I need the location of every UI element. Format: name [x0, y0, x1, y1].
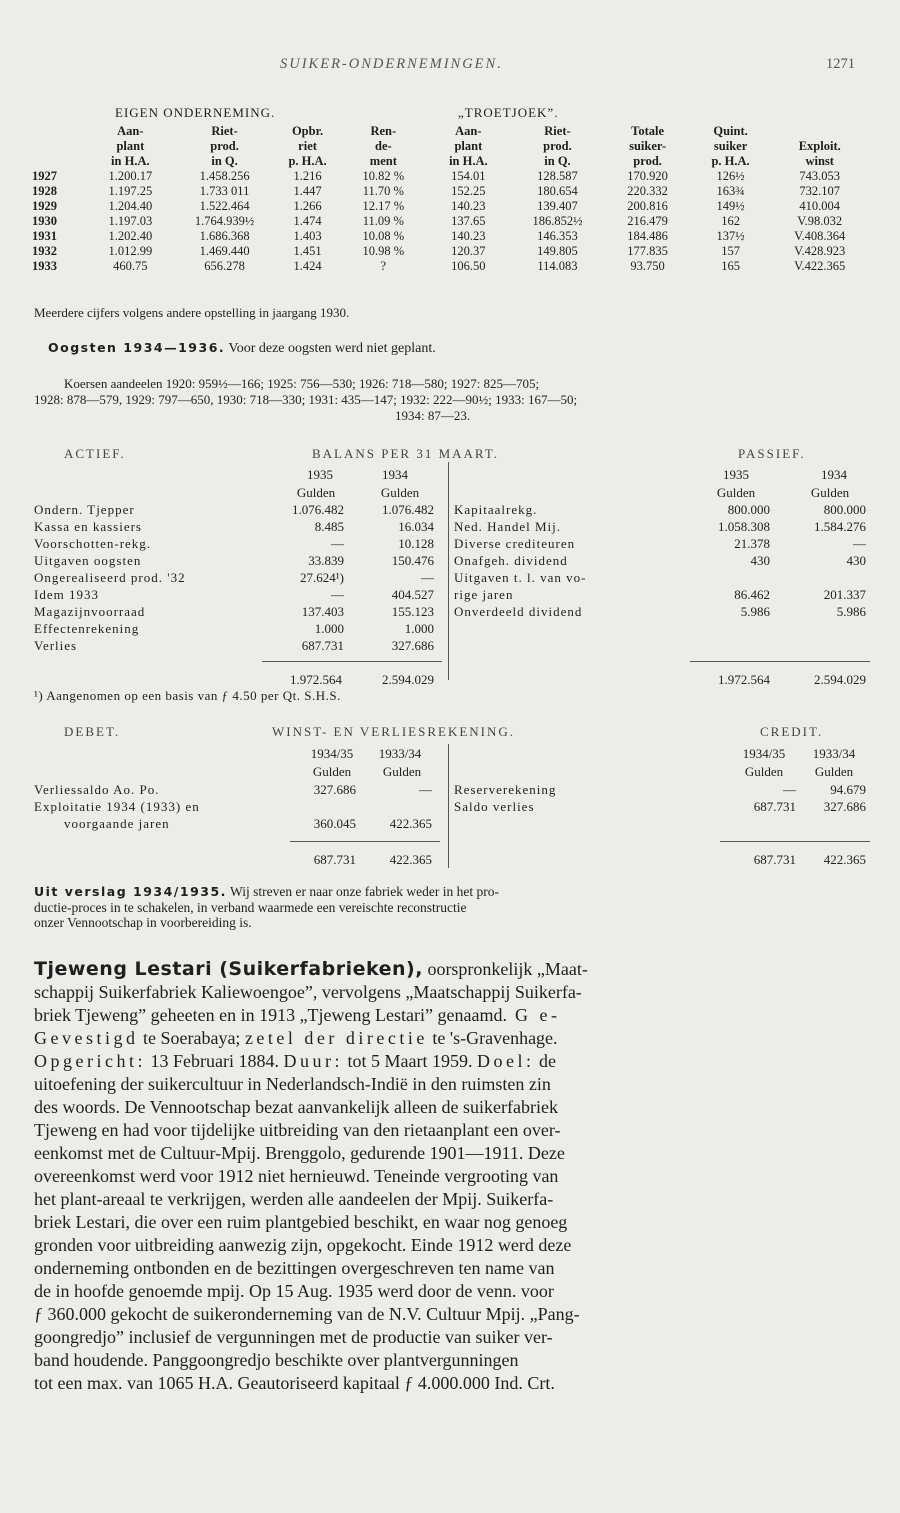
- balans-left-total-1934: 2.594.029: [382, 672, 434, 687]
- production-cell: 146.353: [537, 229, 578, 243]
- production-cell: V.98.032: [797, 214, 843, 228]
- balans-passief-item: Diverse crediteuren: [454, 536, 576, 551]
- production-header-cell: plant: [116, 139, 145, 153]
- gevestigd-text: te Soerabaya;: [138, 1028, 245, 1048]
- production-header-cell: p. H.A.: [711, 154, 750, 168]
- production-row: [32, 184, 872, 199]
- balans-divider: [448, 462, 449, 680]
- tjeweng-line: Tjeweng en had voor tijdelijke uitbreiding van den rietaanplant een over-: [34, 1120, 561, 1140]
- production-header-cell: p. H.A.: [288, 154, 327, 168]
- winst-debet-b: —: [419, 782, 432, 797]
- balans-passief-1935: 800.000: [727, 502, 770, 517]
- production-cell: 126½: [716, 169, 745, 183]
- production-cell: 11.70 %: [362, 184, 404, 198]
- production-cell: 1.200.17: [108, 169, 153, 183]
- verslag-line-1: Wij streven er naar onze fabriek weder in het pro-: [226, 884, 499, 899]
- production-cell: 1.216: [293, 169, 322, 183]
- production-cell: 157: [721, 244, 740, 258]
- balans-passief-label: PASSIEF.: [738, 446, 806, 461]
- production-header-cell: [32, 154, 83, 169]
- production-cell: 743.053: [799, 169, 841, 183]
- production-cell: 149.805: [537, 244, 578, 258]
- tjeweng-paragraph: [34, 958, 867, 1395]
- balans-actief-item: Voorschotten-rekg.: [34, 536, 152, 551]
- opgericht-label: Opgericht:: [34, 1051, 146, 1071]
- production-cell: 1.266: [293, 199, 322, 213]
- winst-credit-a: 687.731: [753, 799, 796, 814]
- balans-actief-1934: 155.123: [391, 604, 434, 619]
- production-header-cell: in H.A.: [111, 154, 150, 168]
- balans-year-right-1934: 1934: [821, 467, 847, 482]
- balans-actief-1934: —: [421, 570, 434, 585]
- balans-currency-left-2: Gulden: [380, 485, 420, 500]
- balans-passief-1934: —: [853, 536, 866, 551]
- oogsten-line: [48, 340, 436, 357]
- duur-text: tot 5 Maart 1959.: [342, 1051, 477, 1071]
- balans-passief-1934: 430: [846, 553, 866, 568]
- production-cell: 152.25: [451, 184, 486, 198]
- tjeweng-line-0: oorspronkelijk „Maat-: [422, 959, 588, 979]
- production-year: 1927: [32, 169, 57, 183]
- production-cell: 137½: [716, 229, 745, 243]
- balans-actief-item: Uitgaven oogsten: [34, 553, 142, 568]
- production-cell: 1.451: [293, 244, 322, 258]
- balans-left-total-1935: 1.972.564: [290, 672, 342, 687]
- production-cell: 128.587: [537, 169, 578, 183]
- production-header-cell: Ren-: [370, 124, 397, 138]
- production-cell: 1.733 011: [199, 184, 250, 198]
- winst-year-left-a: 1934/35: [310, 746, 354, 761]
- winst-currency-left-1: Gulden: [312, 764, 352, 779]
- winst-credit-item: Reserverekening: [454, 782, 557, 797]
- balans-actief-1934: 1.076.482: [382, 502, 434, 517]
- group-header-eigen: EIGEN ONDERNEMING.: [115, 105, 276, 120]
- production-cell: ?: [380, 259, 387, 273]
- balans-left-total-rule: [262, 661, 442, 662]
- production-cell: 200.816: [627, 199, 668, 213]
- production-cell: 140.23: [451, 229, 486, 243]
- production-cell: 184.486: [627, 229, 668, 243]
- balans-year-left-1935: 1935: [307, 467, 333, 482]
- production-header-cell: Opbr.: [291, 124, 324, 138]
- production-cell: 1.012.99: [108, 244, 153, 258]
- winst-debet-item: voorgaande jaren: [64, 816, 170, 831]
- winst-debet-a: 360.045: [313, 816, 356, 831]
- production-header-cell: de-: [375, 139, 392, 153]
- winst-title: WINST- EN VERLIESREKENING.: [272, 724, 516, 739]
- production-cell: V.408.364: [794, 229, 846, 243]
- tjeweng-g-tail: G e-: [506, 1005, 561, 1025]
- doel-text: de: [534, 1051, 556, 1071]
- production-header-cell: in Q.: [544, 154, 571, 168]
- balans-footnote: ¹) Aangenomen op een basis van ƒ 4.50 per Qt. S.H.S.: [34, 688, 341, 703]
- tjeweng-line-2: briek Tjeweng” geheeten en in 1913 „Tjeweng Lestari” genaamd.: [34, 1005, 507, 1025]
- running-title: SUIKER-ONDERNEMINGEN.: [280, 56, 503, 72]
- winst-left-total-b: 422.365: [389, 852, 432, 867]
- production-row: [32, 169, 872, 184]
- production-cell: 11.09 %: [362, 214, 404, 228]
- balans-passief-item: Kapitaalrekg.: [454, 502, 538, 517]
- production-cell: 154.01: [451, 169, 486, 183]
- winst-debet-item: Verliessaldo Ao. Po.: [34, 782, 160, 797]
- company-name: Tjeweng Lestari (Suikerfabrieken),: [34, 958, 423, 980]
- production-cell: 140.23: [451, 199, 486, 213]
- tjeweng-line: briek Lestari, die over een ruim plantgebied beschikt, en waar nog genoeg: [34, 1212, 568, 1232]
- balans-right-total-1935: 1.972.564: [718, 672, 770, 687]
- winst-credit-b: 327.686: [823, 799, 866, 814]
- production-header-row: [32, 124, 872, 139]
- balans-actief-1935: 137.403: [301, 604, 344, 619]
- zetel-text: te 's-Gravenhage.: [427, 1028, 558, 1048]
- winst-currency-left-2: Gulden: [382, 764, 422, 779]
- balans-right-total-1934: 2.594.029: [814, 672, 866, 687]
- production-year: 1933: [32, 259, 57, 273]
- tjeweng-line: eenkomst met de Cultuur-Mpij. Brenggolo, gedurende 1901—1911. Deze: [34, 1143, 565, 1163]
- production-cell: 10.82 %: [362, 169, 405, 183]
- tjeweng-line: onderneming ontbonden en de bezittingen overgeschreven ten name van: [34, 1258, 555, 1278]
- oogsten-text: Voor deze oogsten werd niet geplant.: [225, 341, 436, 356]
- verslag-label: Uit verslag 1934/1935.: [34, 884, 227, 899]
- production-cell: 149½: [716, 199, 745, 213]
- winst-currency-right-1: Gulden: [744, 764, 784, 779]
- winst-credit-a: —: [783, 782, 796, 797]
- balans-passief-item: rige jaren: [454, 587, 514, 602]
- production-cell: 1.424: [293, 259, 322, 273]
- winst-debet-a: 327.686: [313, 782, 356, 797]
- production-cell: 1.522.464: [199, 199, 250, 213]
- production-header-cell: riet: [298, 139, 317, 153]
- production-cell: 180.654: [537, 184, 578, 198]
- production-cell: 93.750: [630, 259, 665, 273]
- production-header-cell: prod.: [543, 139, 572, 153]
- production-cell: 1.447: [293, 184, 322, 198]
- production-year: 1928: [32, 184, 57, 198]
- winst-credit-label: CREDIT.: [760, 724, 824, 739]
- production-cell: 10.08 %: [362, 229, 405, 243]
- verslag-paragraph: [34, 884, 870, 931]
- production-cell: 1.458.256: [199, 169, 250, 183]
- winst-left-total-a: 687.731: [313, 852, 356, 867]
- koersen-line-2: 1928: 878—579, 1929: 797—650, 1930: 718—330; 1931: 435—147; 1932: 222—90½; 1933: 167—50;: [34, 392, 578, 407]
- production-header-row: [32, 139, 872, 154]
- balans-actief-1934: 327.686: [391, 638, 434, 653]
- production-cell: 137.65: [451, 214, 486, 228]
- balans-actief-1934: 10.128: [398, 536, 434, 551]
- balans-passief-1935: 5.986: [740, 604, 770, 619]
- winst-right-total-a: 687.731: [753, 852, 796, 867]
- production-cell: 732.107: [799, 184, 841, 198]
- winst-year-right-a: 1934/35: [742, 746, 786, 761]
- balans-actief-1935: 1.000: [314, 621, 344, 636]
- production-header-cell: Totale: [631, 124, 665, 138]
- production-cell: 120.37: [451, 244, 486, 258]
- balans-right-total-rule: [690, 661, 870, 662]
- balans-passief-1934: 800.000: [823, 502, 866, 517]
- tjeweng-line: des woords. De Vennootschap bezat aanvankelijk alleen de suikerfabriek: [34, 1097, 558, 1117]
- production-header-cell: suiker: [713, 139, 748, 153]
- balans-actief-1934: 1.000: [404, 621, 434, 636]
- koersen-line-1: Koersen aandeelen 1920: 959½—166; 1925: 756—530; 1926: 718—580; 1927: 825—705;: [64, 376, 540, 391]
- production-header-cell: Aan-: [117, 124, 144, 138]
- balans-year-right-1935: 1935: [723, 467, 749, 482]
- production-cell: 139.407: [537, 199, 578, 213]
- tjeweng-line: uitoefening der suikercultuur in Nederlandsch-Indië in den ruimsten zin: [34, 1074, 551, 1094]
- winst-debet-item: Exploitatie 1934 (1933) en: [34, 799, 200, 814]
- production-cell: 114.083: [537, 259, 578, 273]
- production-cell: 1.469.440: [199, 244, 250, 258]
- balans-actief-item: Ongerealiseerd prod. '32: [34, 570, 186, 585]
- production-footnote: Meerdere cijfers volgens andere opstelling in jaargang 1930.: [34, 305, 350, 320]
- production-cell: 106.50: [451, 259, 486, 273]
- balans-actief-item: Ondern. Tjepper: [34, 502, 135, 517]
- production-cell: 216.479: [627, 214, 668, 228]
- production-header-cell: [767, 124, 872, 139]
- production-header-cell: Riet-: [544, 124, 571, 138]
- tjeweng-remaining-lines: [34, 1073, 867, 1395]
- balans-actief-item: Idem 1933: [34, 587, 99, 602]
- production-header-cell: prod.: [633, 154, 662, 168]
- winst-currency-right-2: Gulden: [814, 764, 854, 779]
- balans-actief-item: Verlies: [34, 638, 78, 653]
- production-cell: 460.75: [113, 259, 148, 273]
- production-header-row: [32, 154, 872, 169]
- duur-label: Duur:: [283, 1051, 343, 1071]
- balans-passief-item: Onafgeh. dividend: [454, 553, 568, 568]
- winst-debet-label: DEBET.: [64, 724, 121, 739]
- production-cell: 10.98 %: [362, 244, 405, 258]
- balans-actief-item: Effectenrekening: [34, 621, 140, 636]
- winst-year-left-b: 1933/34: [378, 746, 422, 761]
- production-year: 1931: [32, 229, 57, 243]
- opgericht-text: 13 Februari 1884.: [145, 1051, 284, 1071]
- balans-title: BALANS PER 31 MAART.: [312, 446, 500, 461]
- tjeweng-line: ƒ 360.000 gekocht de suikeronderneming van de N.V. Cultuur Mpij. „Pang-: [34, 1304, 580, 1324]
- winst-right-total-b: 422.365: [823, 852, 866, 867]
- production-header-cell: plant: [454, 139, 483, 153]
- balans-actief-1934: 150.476: [391, 553, 434, 568]
- production-year: 1929: [32, 199, 57, 213]
- balans-currency-right-2: Gulden: [810, 485, 850, 500]
- production-cell: 220.332: [627, 184, 668, 198]
- production-cell: 186.852½: [532, 214, 583, 228]
- production-year: 1932: [32, 244, 57, 258]
- winst-divider: [448, 744, 449, 868]
- production-cell: 1.204.40: [108, 199, 153, 213]
- page-number: 1271: [826, 56, 855, 72]
- production-cell: 656.278: [204, 259, 245, 273]
- balans-actief-item: Kassa en kassiers: [34, 519, 142, 534]
- balans-passief-1935: 1.058.308: [718, 519, 770, 534]
- production-header-cell: in H.A.: [449, 154, 488, 168]
- balans-passief-1934: 5.986: [836, 604, 866, 619]
- winst-year-right-b: 1933/34: [812, 746, 856, 761]
- production-cell: 1.197.03: [108, 214, 153, 228]
- balans-actief-1935: 687.731: [301, 638, 344, 653]
- production-header-cell: Riet-: [211, 124, 238, 138]
- winst-credit-b: 94.679: [830, 782, 866, 797]
- production-header-cell: Quint.: [713, 124, 748, 138]
- verslag-line-3: onzer Vennootschap in voorbereiding is.: [34, 915, 252, 930]
- production-cell: 163¾: [716, 184, 745, 198]
- production-cell: 165: [721, 259, 740, 273]
- tjeweng-line: de in hoofde genoemde mpij. Op 15 Aug. 1935 werd door de venn. voor: [34, 1281, 554, 1301]
- balans-passief-item: Uitgaven t. l. van vo-: [454, 570, 587, 585]
- production-header-cell: suiker-: [629, 139, 667, 153]
- gevestigd-label: Gevestigd: [34, 1028, 139, 1048]
- production-cell: 162: [721, 214, 740, 228]
- production-header-cell: winst: [805, 154, 834, 168]
- production-header-cell: prod.: [210, 139, 239, 153]
- tjeweng-line: goongredjo” inclusief de vergunningen met de productie van suiker ver-: [34, 1327, 553, 1347]
- balans-actief-1934: 16.034: [398, 519, 434, 534]
- balans-passief-item: Ned. Handel Mij.: [454, 519, 561, 534]
- oogsten-label: Oogsten 1934—1936.: [48, 340, 226, 355]
- tjeweng-line: tot een max. van 1065 H.A. Geautoriseerd kapitaal ƒ 4.000.000 Ind. Crt.: [34, 1373, 555, 1393]
- balans-actief-label: ACTIEF.: [64, 446, 126, 461]
- zetel-label: zetel der directie: [244, 1028, 428, 1048]
- winst-right-total-rule: [720, 841, 870, 842]
- balans-passief-1935: 86.462: [734, 587, 770, 602]
- production-table: [32, 124, 872, 274]
- koersen-line-3: 1934: 87—23.: [395, 408, 471, 423]
- production-cell: 1.764.939½: [194, 214, 255, 228]
- balans-passief-1934: 201.337: [823, 587, 866, 602]
- production-cell: 1.403: [293, 229, 322, 243]
- production-row: [32, 229, 872, 244]
- production-year: 1930: [32, 214, 57, 228]
- balans-actief-item: Magazijnvoorraad: [34, 604, 146, 619]
- production-cell: V.422.365: [794, 259, 846, 273]
- production-cell: 12.17 %: [362, 199, 405, 213]
- tjeweng-line: overeenkomst werd voor 1912 niet hernieuwd. Teneinde vergrooting van: [34, 1166, 559, 1186]
- balans-passief-item: Onverdeeld dividend: [454, 604, 583, 619]
- production-header-cell: Aan-: [455, 124, 482, 138]
- balans-passief-1935: 430: [750, 553, 770, 568]
- balans-actief-1935: —: [331, 587, 344, 602]
- production-row: [32, 214, 872, 229]
- production-cell: 1.202.40: [108, 229, 153, 243]
- production-cell: V.428.923: [794, 244, 846, 258]
- winst-debet-b: 422.365: [389, 816, 432, 831]
- winst-credit-item: Saldo verlies: [454, 799, 535, 814]
- production-header-cell: ment: [369, 154, 397, 168]
- production-row: [32, 199, 872, 214]
- balans-actief-1935: —: [331, 536, 344, 551]
- verslag-line-2: ductie-proces in te schakelen, in verband waarmede een vereischte reconstructie: [34, 899, 467, 915]
- production-header-cell: in Q.: [211, 154, 238, 168]
- production-row: [32, 244, 872, 259]
- production-header-cell: Exploit.: [798, 139, 841, 153]
- production-cell: 1.197.25: [108, 184, 153, 198]
- balans-year-left-1934: 1934: [382, 467, 408, 482]
- production-row: [32, 259, 872, 274]
- tjeweng-line: het plant-areaal te verkrijgen, werden alle aandeelen der Mpij. Suikerfa-: [34, 1189, 554, 1209]
- balans-passief-1935: 21.378: [734, 536, 770, 551]
- balans-actief-1935: 33.839: [308, 553, 344, 568]
- production-cell: 170.920: [627, 169, 668, 183]
- tjeweng-line: gronden voor uitbreiding aanwezig zijn, opgekocht. Einde 1912 werd deze: [34, 1235, 572, 1255]
- balans-currency-left-1: Gulden: [296, 485, 336, 500]
- balans-actief-1935: 1.076.482: [292, 502, 344, 517]
- balans-actief-1934: 404.527: [391, 587, 434, 602]
- balans-actief-1935: 27.624¹): [300, 570, 344, 585]
- production-cell: 410.004: [799, 199, 841, 213]
- balans-passief-1934: 1.584.276: [814, 519, 866, 534]
- production-cell: 177.835: [627, 244, 668, 258]
- production-cell: 1.474: [293, 214, 322, 228]
- balans-currency-right-1: Gulden: [716, 485, 756, 500]
- winst-left-total-rule: [290, 841, 440, 842]
- group-header-troetjoek: „TROETJOEK”.: [458, 105, 559, 120]
- doel-label: Doel:: [476, 1051, 535, 1071]
- production-header-cell: [32, 124, 83, 139]
- balans-actief-1935: 8.485: [314, 519, 344, 534]
- tjeweng-line: band houdende. Panggoongredjo beschikte over plantvergunningen: [34, 1350, 519, 1370]
- production-cell: 1.686.368: [199, 229, 250, 243]
- tjeweng-line-1: schappij Suikerfabriek Kaliewoengoe”, vervolgens „Maatschappij Suikerfa-: [34, 982, 582, 1002]
- production-header-cell: [32, 139, 83, 154]
